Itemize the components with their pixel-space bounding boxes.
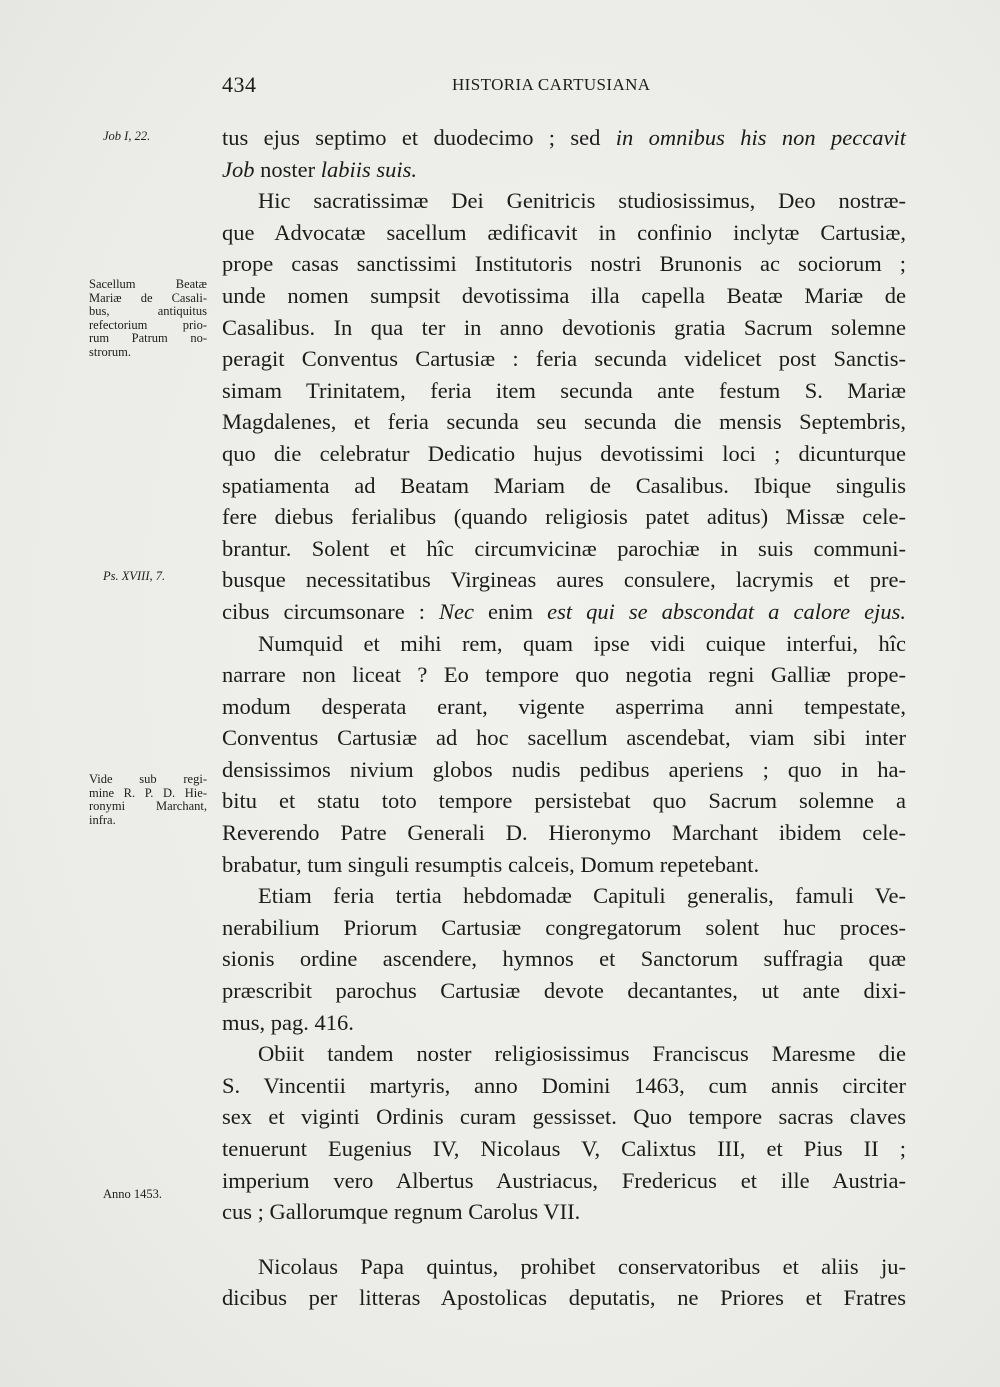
text-line: busque necessitatibus Virgineas aures consulere, lacrymis et pre- [222, 567, 906, 593]
text-line: unde nomen sumpsit devotissima illa capella Beatæ Mariæ de [222, 282, 906, 308]
main-text [222, 122, 906, 1314]
text-line: S. Vincentii martyris, anno Domini 1463, cum annis circiter [222, 1072, 906, 1098]
text-line: prope casas sanctissimi Institutoris nostri Brunonis ac sociorum ; [222, 251, 906, 277]
paragraph-3 [222, 628, 906, 881]
margin-note-line: rum Patrum no- [89, 331, 207, 345]
margin-note-line: Anno 1453. [103, 1187, 163, 1201]
paragraph-2 [222, 185, 906, 627]
text-line: spatiamenta ad Beatam Mariam de Casalibus. Ibique singulis [222, 472, 906, 498]
text-line: Etiam feria tertia hebdomadæ Capituli generalis, famuli Ve- [258, 883, 906, 909]
text-run: cibus circumsonare : [222, 598, 440, 624]
running-title: HISTORIA CARTUSIANA [452, 75, 651, 94]
text-line: Nicolaus Papa quintus, prohibet conservatoribus et aliis ju- [258, 1253, 906, 1279]
italic-run: Job [222, 156, 255, 182]
italic-run: Nec [439, 598, 475, 624]
page-number: 434 [222, 72, 257, 97]
margin-note-line: Vide sub regi- [89, 772, 207, 786]
text-run: enim [474, 598, 548, 624]
italic-run: est qui se abscondat a calore ejus. [547, 598, 907, 624]
paragraph-5 [222, 1038, 906, 1228]
text-line: narrare non liceat ? Eo tempore quo negotia regni Galliæ prope- [222, 662, 906, 688]
text-line: mus, pag. 416. [222, 1009, 354, 1035]
text-line [222, 596, 906, 628]
paragraph-1 [222, 122, 906, 185]
text-line: Numquid et mihi rem, quam ipse vidi cuique interfui, hîc [258, 630, 906, 656]
text-line: quo die celebratur Dedicatio hujus devotissimi loci ; dicunturque [222, 440, 906, 466]
paragraph-6 [222, 1251, 906, 1314]
text-line: fere diebus ferialibus (quando religiosis patet aditus) Missæ cele- [222, 504, 906, 530]
text-line: Obiit tandem noster religiosissimus Franciscus Maresme die [258, 1041, 906, 1067]
margin-note-line: infra. [89, 812, 116, 827]
margin-note-line: Sacellum Beatæ [89, 277, 207, 291]
margin-note-line: bus, antiquitus [89, 304, 207, 318]
margin-note-vide [89, 773, 207, 827]
text-line: nerabilium Priorum Cartusiæ congregatorum solent huc proces- [222, 914, 906, 940]
margin-note-line: ronymi Marchant, [89, 799, 207, 813]
text-line: peragit Conventus Cartusiæ : feria secunda videlicet post Sanctis- [222, 346, 906, 372]
text-line: bitu et statu toto tempore persistebat quo Sacrum solemne a [222, 788, 906, 814]
margin-note-line: mine R. P. D. Hie- [89, 785, 207, 800]
margin-note-line: strorum. [89, 344, 132, 359]
text-line: Hic sacratissimæ Dei Genitricis studiosissimus, Deo nostræ- [258, 188, 906, 214]
text-line: imperium vero Albertus Austriacus, Fredericus et ille Austria- [222, 1167, 906, 1193]
text-line [222, 122, 906, 154]
text-line: cus ; Gallorumque regnum Carolus VII. [222, 1199, 581, 1225]
text-line: brantur. Solent et hîc circumvicinæ parochiæ in suis communi- [222, 535, 906, 561]
margin-note-sacellum [89, 278, 207, 359]
text-run: noster [254, 156, 321, 182]
paragraph-4 [222, 880, 906, 1038]
italic-run: labiis suis. [320, 156, 418, 182]
text-run: tus ejus septimo et duodecimo ; sed [222, 125, 616, 150]
text-line: Conventus Cartusiæ ad hoc sacellum ascendebat, viam sibi inter [222, 725, 906, 751]
margin-note-ps-ref [103, 570, 165, 584]
text-line: sionis ordine ascendere, hymnos et Sanctorum suffragia quæ [222, 946, 906, 972]
text-line: sex et viginti Ordinis curam gessisset. Quo tempore sacras claves [222, 1104, 906, 1130]
margin-note-line: refectorium prio- [89, 317, 207, 332]
margin-note-line: Job I, 22. [103, 129, 151, 143]
marginalia [0, 0, 210, 1387]
text-line: præscribit parochus Cartusiæ devote decantantes, ut ante dixi- [222, 978, 906, 1004]
margin-note-anno [103, 1188, 162, 1202]
margin-note-job-ref [103, 130, 150, 144]
text-line: Casalibus. In qua ter in anno devotionis gratia Sacrum solemne [222, 314, 906, 340]
italic-run: in omnibus his non peccavit [615, 125, 906, 150]
text-line: modum desperata erant, vigente asperrima anni tempestate, [222, 693, 906, 719]
text-line: tenuerunt Eugenius IV, Nicolaus V, Calixtus III, et Pius II ; [222, 1136, 906, 1161]
text-line: Magdalenes, et feria secunda seu secunda die mensis Septembris, [222, 409, 906, 435]
text-line: simam Trinitatem, feria item secunda ante festum S. Mariæ [222, 377, 906, 403]
text-line: dicibus per litteras Apostolicas deputatis, ne Priores et Fratres [222, 1285, 906, 1311]
text-line: densissimos nivium globos nudis pedibus aperiens ; quo in ha- [222, 756, 906, 782]
text-line [222, 154, 906, 186]
margin-note-line: Mariæ de Casali- [89, 290, 207, 305]
margin-note-line: Ps. XVIII, 7. [103, 569, 166, 583]
text-line: brabatur, tum singuli resumptis calceis, Domum repetebant. [222, 851, 760, 877]
text-line: que Advocatæ sacellum ædificavit in confinio inclytæ Cartusiæ, [222, 219, 906, 245]
text-line: Reverendo Patre Generali D. Hieronymo Marchant ibidem cele- [222, 820, 906, 846]
